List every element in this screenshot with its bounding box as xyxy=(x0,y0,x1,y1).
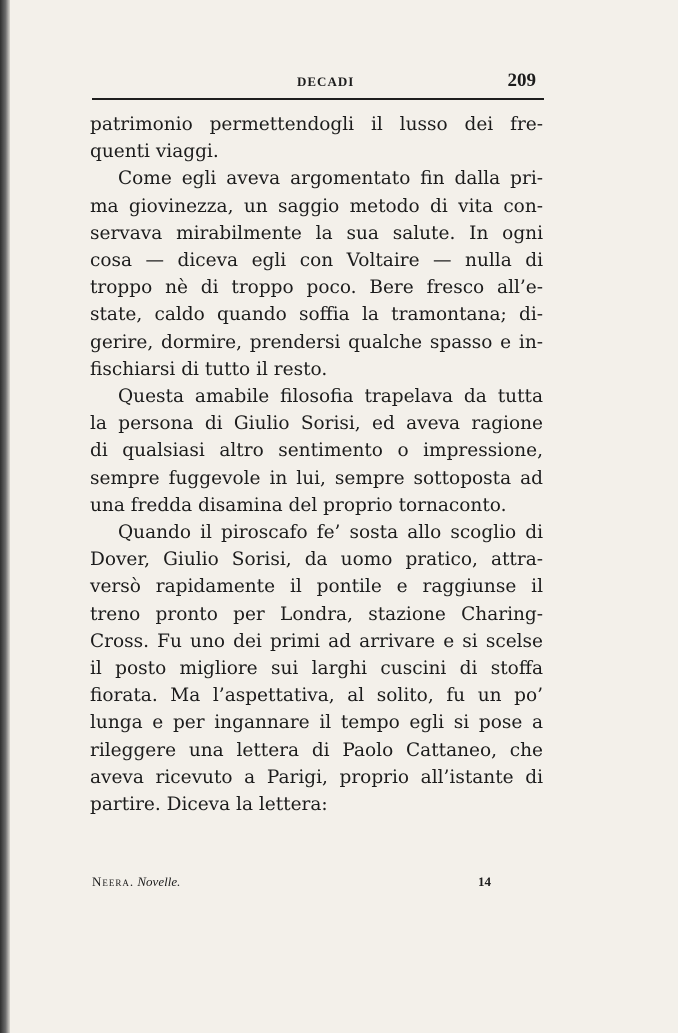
footer-author: Neera. xyxy=(92,874,135,889)
page-header xyxy=(92,70,544,96)
text-line: Dover, Giulio Sorisi, da uomo pratico, attra- xyxy=(90,549,543,571)
binding-edge xyxy=(0,0,10,1033)
text-line: rileggere una lettera di Paolo Cattaneo, che xyxy=(90,739,543,761)
text-line: Questa amabile filosofia trapelava da tutta xyxy=(118,386,543,408)
text-line: il posto migliore sui larghi cuscini di stoffa xyxy=(90,658,543,680)
text-line: partire. Diceva la lettera: xyxy=(90,794,328,816)
page-number: 209 xyxy=(507,70,536,91)
text-line: troppo nè di troppo poco. Bere fresco all’e- xyxy=(90,277,543,299)
text-line: patrimonio permettendogli il lusso dei fre- xyxy=(90,114,543,135)
text-line: una fredda disamina del proprio tornaconto. xyxy=(90,494,507,516)
text-line: Cross. Fu uno dei primi ad arrivare e si scelse xyxy=(90,630,543,652)
text-line: aveva ricevuto a Parigi, proprio all’istante di xyxy=(90,766,543,788)
text-line: la persona di Giulio Sorisi, ed aveva ragione xyxy=(90,413,543,435)
text-line: sempre fuggevole in lui, sempre sottoposta ad xyxy=(90,467,543,489)
text-line: state, caldo quando soffia la tramontana; di- xyxy=(90,304,543,326)
text-line: di qualsiasi altro sentimento o impressione, xyxy=(90,440,543,462)
text-line: Quando il piroscafo fe’ sosta allo scoglio di xyxy=(118,522,543,544)
text-line: servava mirabilmente la sua salute. In ogni xyxy=(90,222,543,244)
text-line: cosa — diceva egli con Voltaire — nulla di xyxy=(90,250,543,272)
text-line: treno pronto per Londra, stazione Charing- xyxy=(90,603,543,625)
text-line: quenti viaggi. xyxy=(90,141,219,163)
body-text xyxy=(90,111,543,818)
header-rule xyxy=(92,98,544,100)
running-head: DECADI xyxy=(297,74,355,89)
text-line: gerire, dormire, prendersi qualche spasso e in- xyxy=(90,331,543,353)
text-line: versò rapidamente il pontile e raggiunse il xyxy=(90,576,543,598)
text-line: fiorata. Ma l’aspettativa, al solito, fu un po’ xyxy=(90,685,543,707)
footer-title: Novelle. xyxy=(137,874,181,889)
text-line: lunga e per ingannare il tempo egli si pose a xyxy=(90,712,543,734)
text-line: Come egli aveva argomentato fin dalla pri- xyxy=(118,168,543,190)
sheet-number: 14 xyxy=(478,874,491,889)
text-line: ma giovinezza, un saggio metodo di vita con- xyxy=(90,195,543,217)
footer-signature xyxy=(92,874,180,890)
text-line: fischiarsi di tutto il resto. xyxy=(90,358,328,380)
